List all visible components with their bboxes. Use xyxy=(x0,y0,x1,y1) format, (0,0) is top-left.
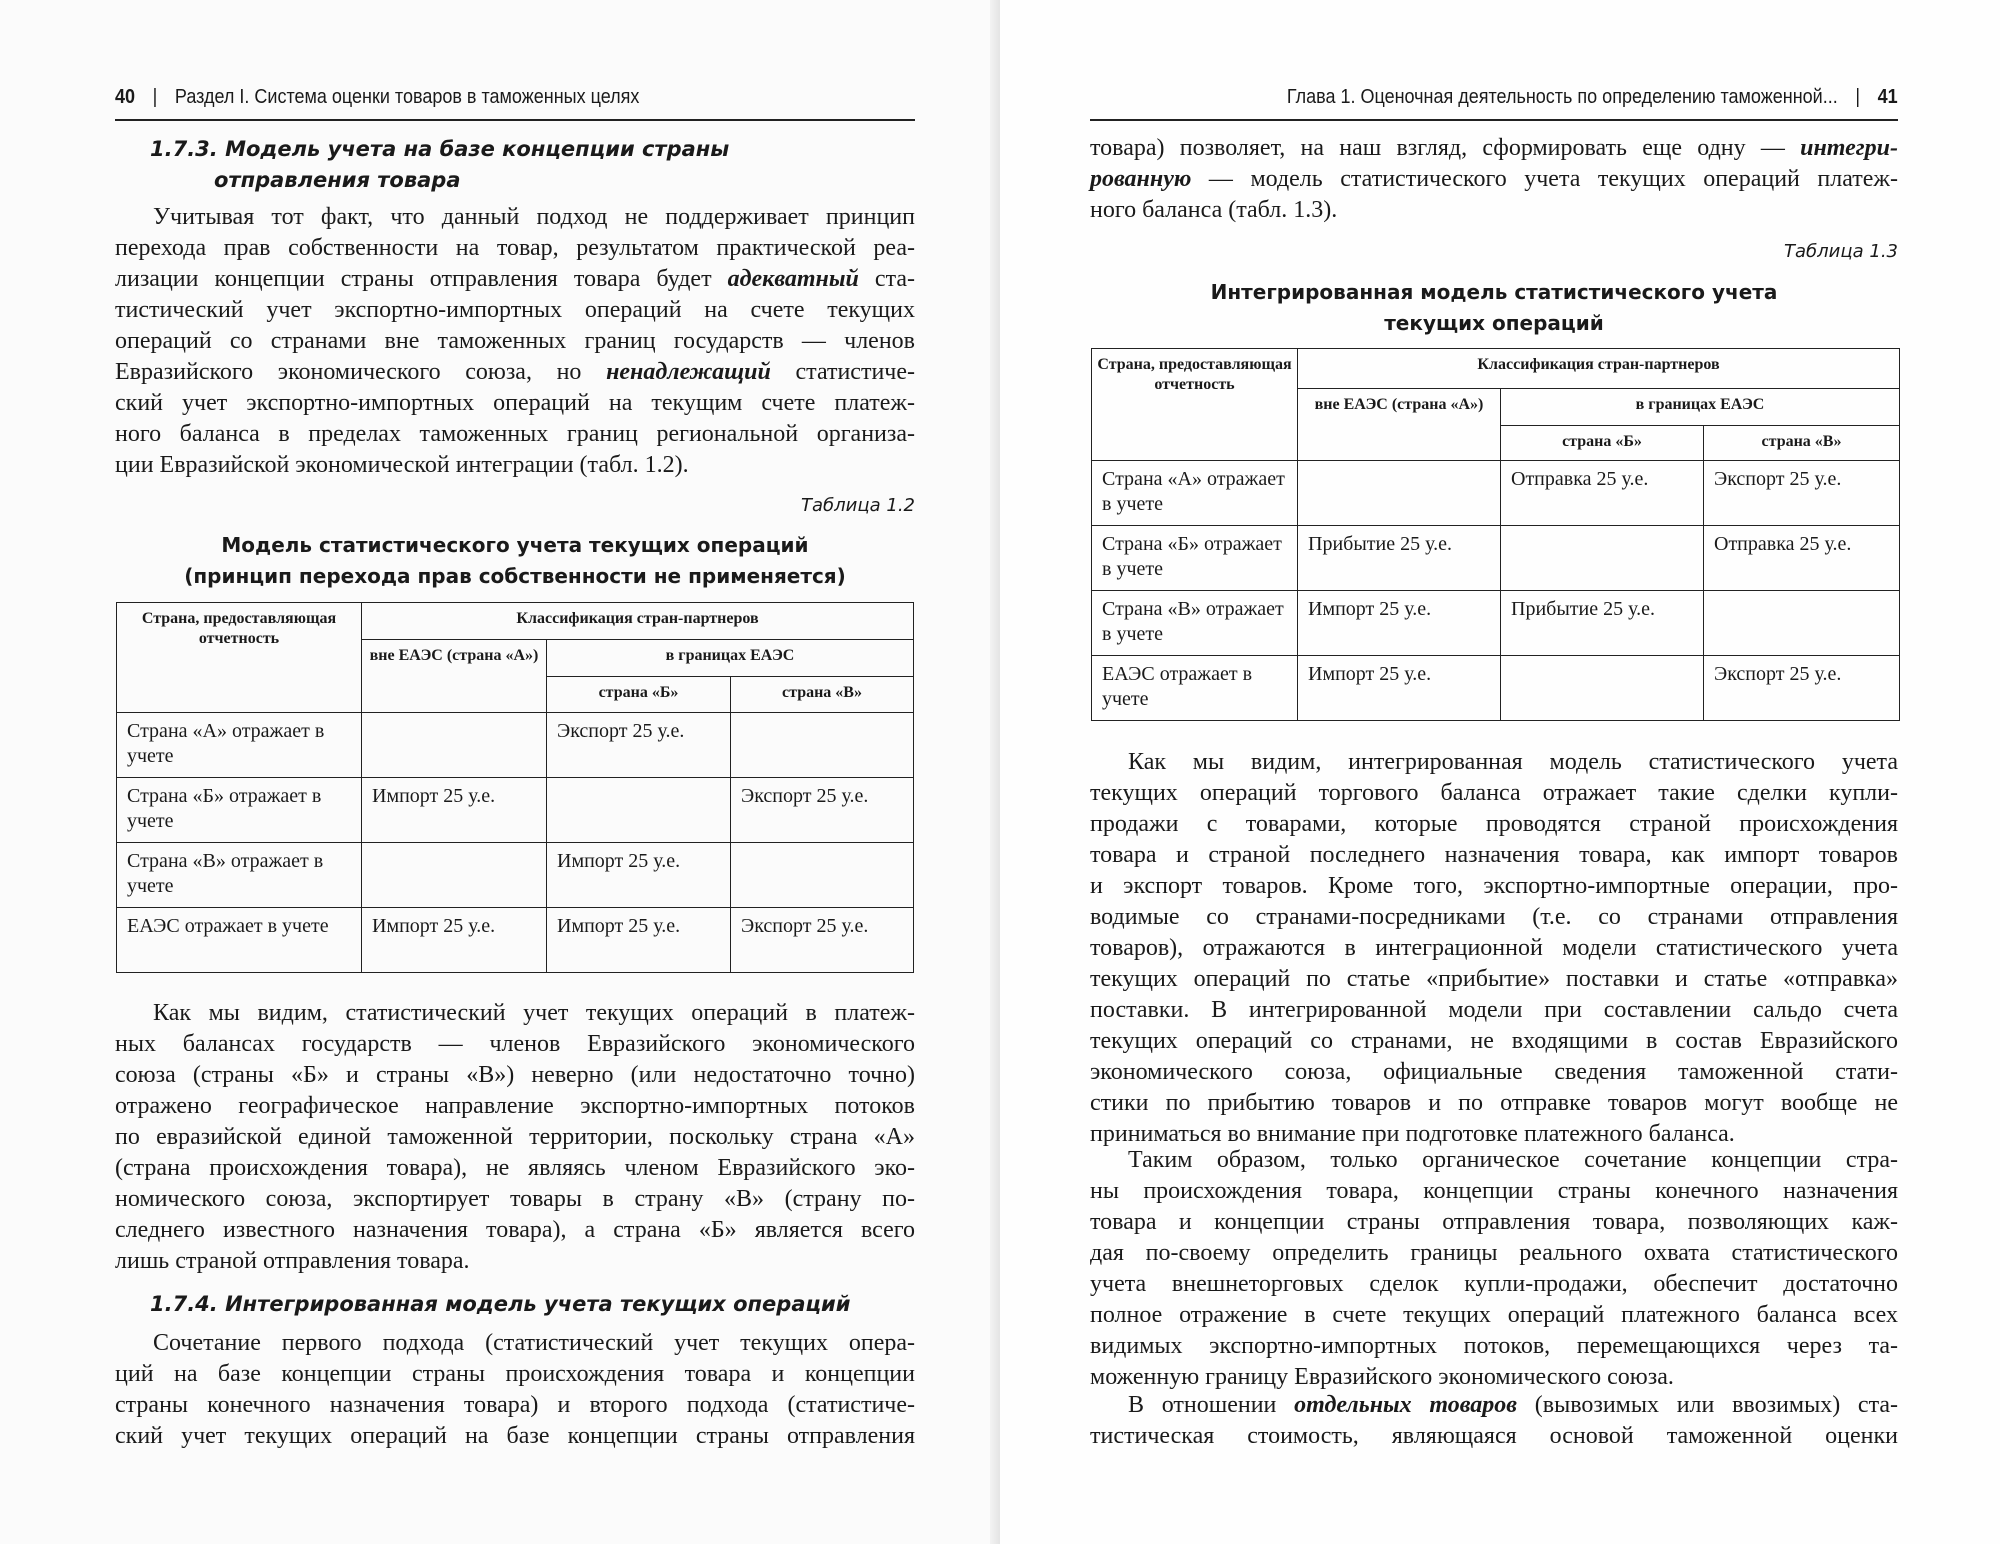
table-cell: Экспорт 25 у.е. xyxy=(731,908,914,973)
table-cell xyxy=(731,843,914,908)
text-line xyxy=(115,1153,915,1184)
text-run: моженную границу Евразийского экономического союза. xyxy=(1090,1364,1674,1390)
text-line xyxy=(115,1029,915,1060)
table-cell: Прибытие 25 у.е. xyxy=(1298,526,1501,591)
text-line xyxy=(1090,840,1898,871)
text-run: лишь страной отправления товара. xyxy=(115,1248,470,1274)
header-reporting-country: Страна, предоставляющая отчетность xyxy=(1092,349,1298,461)
emphasized-term: ненадлежащий xyxy=(606,359,771,385)
table-cell xyxy=(731,713,914,778)
text-line xyxy=(115,1421,915,1452)
text-line xyxy=(1090,164,1898,195)
page-number: 41 xyxy=(1877,86,1898,108)
text-line xyxy=(1090,1026,1898,1057)
header-partner-classification: Классификация стран-партнеров xyxy=(1298,349,1900,389)
table-title-line: Интегрированная модель статистического учета xyxy=(1210,280,1778,304)
table-cell: Импорт 25 у.е. xyxy=(362,908,547,973)
text-line xyxy=(1090,1088,1898,1119)
table-cell xyxy=(1298,461,1501,526)
text-line xyxy=(1090,964,1898,995)
table-row xyxy=(1092,591,1900,656)
table-row xyxy=(117,713,914,778)
running-head-title: Раздел I. Система оценки товаров в таможенных целях xyxy=(174,86,640,108)
table-title-line: (принцип перехода прав собственности не применяется) xyxy=(184,564,846,588)
header-country-b: страна «Б» xyxy=(547,677,731,713)
text-run: по евразийской единой таможенной территории, поскольку страна «А» xyxy=(115,1124,915,1150)
text-line xyxy=(1090,1269,1898,1300)
text-line xyxy=(115,419,915,450)
text-run: текущих операций со странами, не входящими в состав Евразийского xyxy=(1090,1028,1898,1054)
text-run: ции Евразийской экономической интеграции (табл. 1.2). xyxy=(115,452,689,478)
row-label-cell: Страна «Б» отражает в учете xyxy=(117,778,362,843)
table-title xyxy=(1090,277,1898,339)
row-label-cell: Страна «В» отражает в учете xyxy=(1092,591,1298,656)
text-run: стики по прибытию товаров и по отправке товаров могут вообще не xyxy=(1090,1090,1898,1116)
table-title xyxy=(115,530,915,592)
table-row xyxy=(117,843,914,908)
running-header xyxy=(1287,86,1898,109)
table-cell xyxy=(1501,526,1704,591)
table-title-line: Модель статистического учета текущих операций xyxy=(221,533,809,557)
text-line xyxy=(115,1359,915,1390)
paragraph xyxy=(1090,1390,1898,1452)
table-cell: Отправка 25 у.е. xyxy=(1704,526,1900,591)
header-rule xyxy=(1090,119,1898,121)
paragraph xyxy=(115,998,915,1277)
data-table-1-2 xyxy=(116,602,914,973)
emphasized-term: интегри- xyxy=(1800,135,1898,161)
table-cell xyxy=(1704,591,1900,656)
table-row xyxy=(1092,461,1900,526)
header-country-b: страна «Б» xyxy=(1501,426,1704,461)
text-line xyxy=(1090,1421,1898,1452)
text-line xyxy=(115,450,915,481)
table-header-row xyxy=(1092,349,1900,389)
text-line xyxy=(1090,133,1898,164)
text-run: Как мы видим, статистический учет текущих операций в платеж- xyxy=(153,1000,915,1026)
header-separator: | xyxy=(1855,86,1861,108)
table-row xyxy=(117,908,914,973)
table-cell xyxy=(362,713,547,778)
text-line xyxy=(1090,1390,1898,1421)
header-outside-eaeu: вне ЕАЭС (страна «А») xyxy=(1298,389,1501,461)
text-run: — модель статистического учета текущих операций платеж- xyxy=(1191,166,1898,192)
table-caption: Таблица 1.3 xyxy=(1784,241,1898,262)
text-run: продажи с товарами, которые проводятся страной происхождения xyxy=(1090,811,1898,837)
text-line xyxy=(1090,1145,1898,1176)
text-line xyxy=(115,326,915,357)
text-run: лизации концепции страны отправления товара будет xyxy=(115,266,728,292)
text-line xyxy=(115,1184,915,1215)
row-label-cell: Страна «А» отражает в учете xyxy=(117,713,362,778)
table-cell: Экспорт 25 у.е. xyxy=(1704,461,1900,526)
right-page xyxy=(1000,0,2000,1544)
header-inside-eaeu: в границах ЕАЭС xyxy=(547,640,914,677)
table-row xyxy=(1092,526,1900,591)
text-line xyxy=(115,998,915,1029)
heading-line: 1.7.3. Модель учета на базе концепции страны xyxy=(150,137,730,161)
table-caption: Таблица 1.2 xyxy=(801,495,915,516)
text-run: перехода прав собственности на товар, результатом практической реа- xyxy=(115,235,915,261)
text-run: союза (страны «Б» и страны «В») неверно (или недостаточно точно) xyxy=(115,1062,915,1088)
emphasized-term: рованную xyxy=(1090,166,1192,192)
paragraph xyxy=(115,202,915,481)
running-head-title: Глава 1. Оценочная деятельность по определению таможенной... xyxy=(1287,86,1839,108)
paragraph xyxy=(1090,747,1898,1150)
text-line xyxy=(1090,1207,1898,1238)
table-cell xyxy=(1501,656,1704,721)
row-label-cell: Страна «А» отражает в учете xyxy=(1092,461,1298,526)
text-run: Сочетание первого подхода (статистический учет текущих опера- xyxy=(153,1330,915,1356)
text-run: тистическая стоимость, являющаяся основой таможенной оценки xyxy=(1090,1423,1898,1449)
text-run: товара и страной последнего назначения товара, как импорт товаров xyxy=(1090,842,1898,868)
table-cell: Прибытие 25 у.е. xyxy=(1501,591,1704,656)
text-line xyxy=(115,1390,915,1421)
text-run: товара и концепции страны отправления товара, позволяющих каж- xyxy=(1090,1209,1898,1235)
table-cell xyxy=(547,778,731,843)
text-line xyxy=(1090,871,1898,902)
text-run: полное отражение в счете текущих операций платежного баланса всех xyxy=(1090,1302,1898,1328)
text-line xyxy=(115,202,915,233)
text-line xyxy=(115,264,915,295)
running-header xyxy=(115,86,639,109)
paragraph xyxy=(1090,133,1898,226)
text-run: товара) позволяет, на наш взгляд, сформировать еще одну — xyxy=(1090,135,1801,161)
section-heading-1-7-4: 1.7.4. Интегрированная модель учета текущих операций xyxy=(150,1292,851,1316)
table-cell: Экспорт 25 у.е. xyxy=(547,713,731,778)
text-run: товаров), отражаются в интеграционной модели статистического учета xyxy=(1090,935,1898,961)
text-line xyxy=(115,233,915,264)
text-run: тистический учет экспортно-импортных операций на счете текущих xyxy=(115,297,915,323)
text-run: приниматься во внимание при подготовке платежного баланса. xyxy=(1090,1121,1735,1147)
header-separator: | xyxy=(152,86,158,108)
text-run: учета внешнеторговых сделок купли-продажи, обеспечит достаточно xyxy=(1090,1271,1898,1297)
text-run: ного баланса в пределах таможенных границ региональной организа- xyxy=(115,421,915,447)
text-line xyxy=(1090,747,1898,778)
text-run: текущих операций по статье «прибытие» поставки и статье «отправка» xyxy=(1090,966,1898,992)
table-cell: Экспорт 25 у.е. xyxy=(1704,656,1900,721)
text-run: поставки. В интегрированной модели при составлении сальдо счета xyxy=(1090,997,1898,1023)
paragraph xyxy=(115,1328,915,1452)
header-country-v: страна «В» xyxy=(1704,426,1900,461)
text-line xyxy=(115,1122,915,1153)
table-title-line: текущих операций xyxy=(1384,311,1604,335)
row-label-cell: Страна «В» отражает в учете xyxy=(117,843,362,908)
text-run: Учитывая тот факт, что данный подход не поддерживает принцип xyxy=(153,204,915,230)
text-run: (страна происхождения товара), не являясь членом Евразийского эко- xyxy=(115,1155,915,1181)
text-run: статистиче- xyxy=(770,359,916,385)
table-cell: Импорт 25 у.е. xyxy=(547,908,731,973)
paragraph xyxy=(1090,1145,1898,1393)
text-line xyxy=(1090,809,1898,840)
text-line xyxy=(1090,902,1898,933)
text-run: отражено географическое направление экспортно-импортных потоков xyxy=(115,1093,915,1119)
text-run: и экспорт товаров. Кроме того, экспортно-импортные операции, про- xyxy=(1090,873,1898,899)
section-heading-1-7-3 xyxy=(150,134,729,196)
header-inside-eaeu: в границах ЕАЭС xyxy=(1501,389,1900,426)
text-run: номического союза, экспортирует товары в страну «В» (страну по- xyxy=(115,1186,915,1212)
text-run: ных балансах государств — членов Евразийского экономического xyxy=(115,1031,915,1057)
row-label-cell: ЕАЭС отражает в учете xyxy=(1092,656,1298,721)
text-run: ного баланса (табл. 1.3). xyxy=(1090,197,1338,223)
header-reporting-country: Страна, предоставляющая отчетность xyxy=(117,603,362,713)
text-line xyxy=(115,1091,915,1122)
table-row xyxy=(1092,656,1900,721)
text-line xyxy=(1090,1238,1898,1269)
text-line xyxy=(115,1215,915,1246)
table-cell: Импорт 25 у.е. xyxy=(547,843,731,908)
text-run: Как мы видим, интегрированная модель статистического учета xyxy=(1128,749,1898,775)
text-line xyxy=(1090,1362,1898,1393)
text-run: видимых экспортно-импортных потоков, перемещающихся через та- xyxy=(1090,1333,1898,1359)
text-run: страны конечного назначения товара) и второго подхода (статистиче- xyxy=(115,1392,915,1418)
text-line xyxy=(115,1246,915,1277)
text-run: текущих операций торгового баланса отражает такие сделки купли- xyxy=(1090,780,1898,806)
table-row xyxy=(117,778,914,843)
page-number: 40 xyxy=(115,86,136,108)
text-run: ский учет текущих операций на базе концепции страны отправления xyxy=(115,1423,915,1449)
header-partner-classification: Классификация стран-партнеров xyxy=(362,603,914,640)
text-line xyxy=(115,357,915,388)
table-cell: Импорт 25 у.е. xyxy=(1298,591,1501,656)
text-line xyxy=(115,1328,915,1359)
text-line xyxy=(1090,195,1898,226)
text-run: ста- xyxy=(858,266,915,292)
text-line xyxy=(115,295,915,326)
header-country-v: страна «В» xyxy=(731,677,914,713)
table-header-row xyxy=(117,603,914,640)
text-run: Таким образом, только органическое сочетание концепции стра- xyxy=(1128,1147,1898,1173)
text-run: В отношении xyxy=(1128,1392,1295,1418)
heading-line: отправления товара xyxy=(214,168,461,192)
text-run: следнего известного назначения товара), а страна «Б» является всего xyxy=(115,1217,915,1243)
text-line xyxy=(115,1060,915,1091)
text-line xyxy=(1090,1331,1898,1362)
table-cell: Экспорт 25 у.е. xyxy=(731,778,914,843)
text-run: дая по-своему определить границы реального охвата статистического xyxy=(1090,1240,1898,1266)
table-cell: Импорт 25 у.е. xyxy=(1298,656,1501,721)
emphasized-term: адекватный xyxy=(727,266,859,292)
text-run: Евразийского экономического союза, но xyxy=(115,359,607,385)
text-run: водимые со странами-посредниками (т.е. со странами отправления xyxy=(1090,904,1898,930)
header-outside-eaeu: вне ЕАЭС (страна «А») xyxy=(362,640,547,713)
text-run: ций на базе концепции страны происхождения товара и концепции xyxy=(115,1361,915,1387)
table-cell: Импорт 25 у.е. xyxy=(362,778,547,843)
row-label-cell: ЕАЭС отражает в учете xyxy=(117,908,362,973)
text-run: ны происхождения товара, концепции страны конечного назначения xyxy=(1090,1178,1898,1204)
table-cell: Отправка 25 у.е. xyxy=(1501,461,1704,526)
header-rule xyxy=(115,119,915,121)
data-table-1-3 xyxy=(1091,348,1900,721)
text-run: операций со странами вне таможенных границ государств — членов xyxy=(115,328,915,354)
row-label-cell: Страна «Б» отражает в учете xyxy=(1092,526,1298,591)
text-run: экономического союза, официальные сведения таможенной стати- xyxy=(1090,1059,1898,1085)
text-line xyxy=(1090,995,1898,1026)
text-line xyxy=(1090,1176,1898,1207)
text-line xyxy=(115,388,915,419)
text-run: ский учет экспортно-импортных операций на текущим счете платеж- xyxy=(115,390,915,416)
text-line xyxy=(1090,933,1898,964)
text-line xyxy=(1090,1300,1898,1331)
table-cell xyxy=(362,843,547,908)
text-run: (вывозимых или ввозимых) ста- xyxy=(1517,1392,1898,1418)
text-line xyxy=(1090,1057,1898,1088)
emphasized-term: отдельных товаров xyxy=(1294,1392,1518,1418)
text-line xyxy=(1090,778,1898,809)
